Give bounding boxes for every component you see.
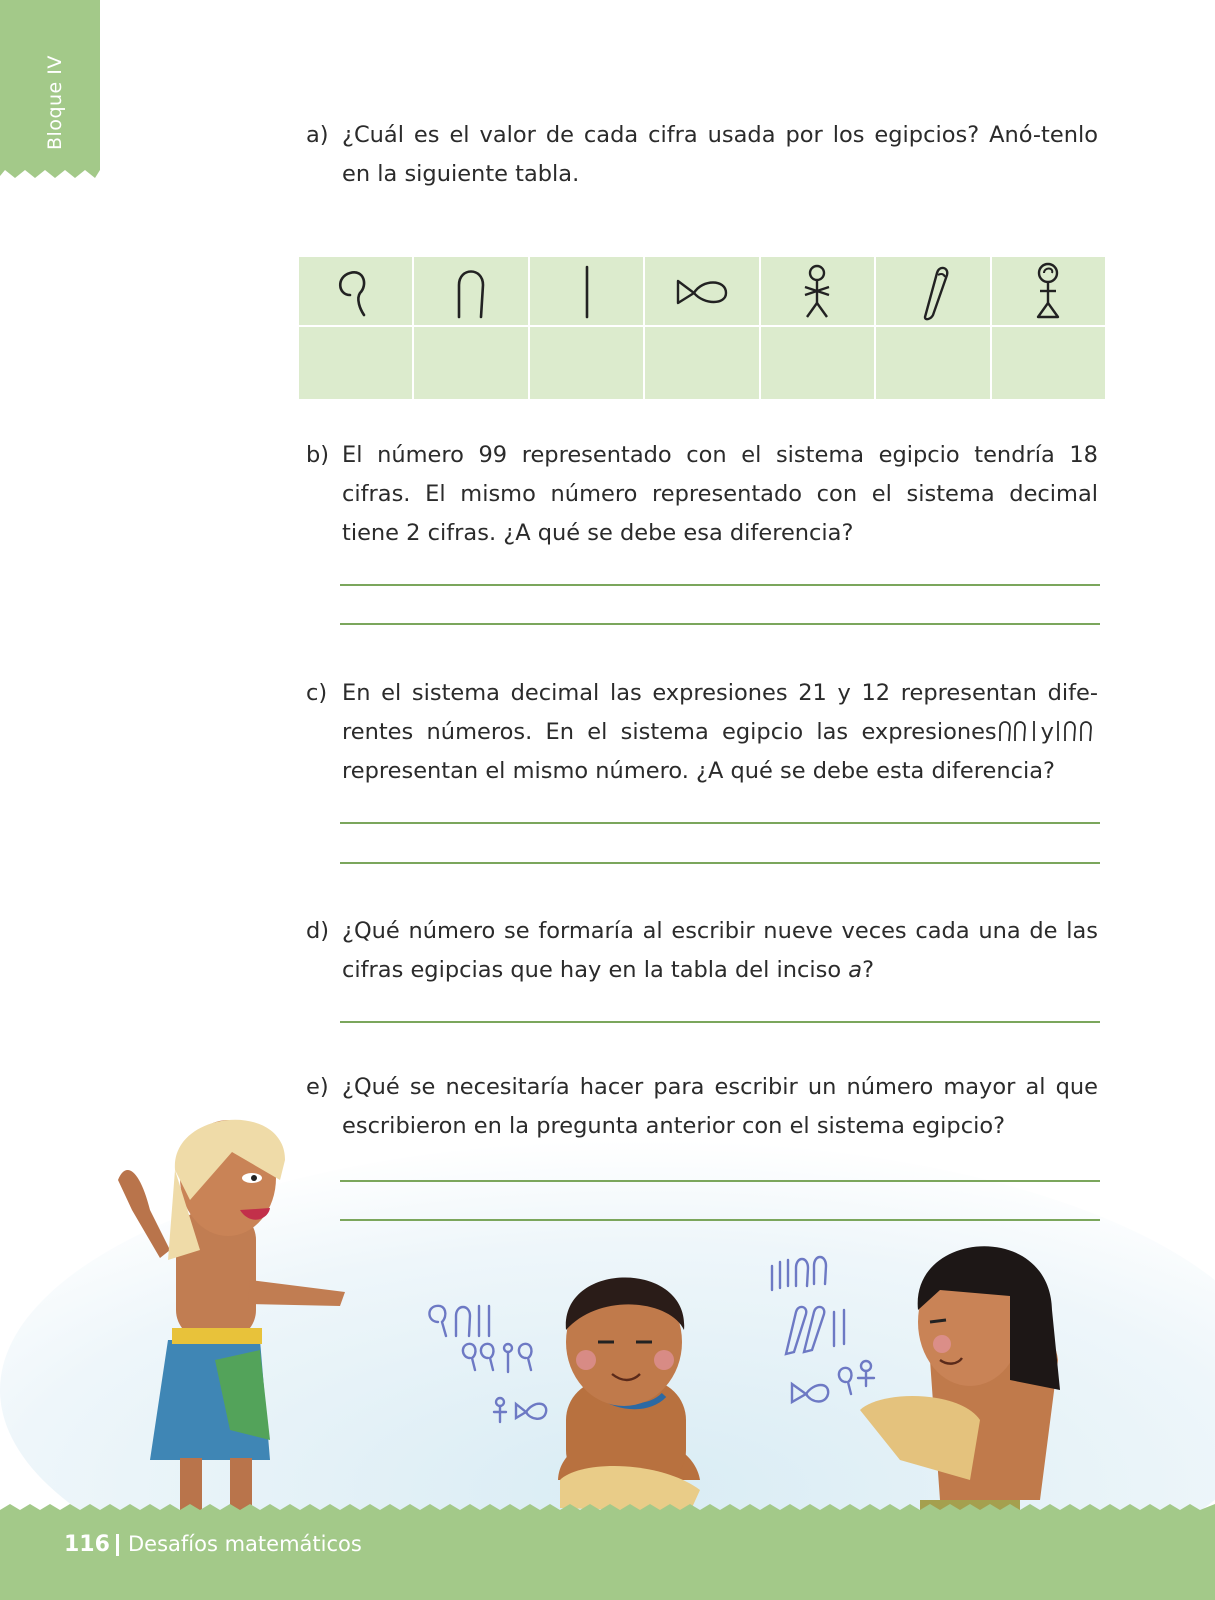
page-number: 116	[64, 1532, 110, 1557]
question-text-part: representan el mismo número. ¿A qué se debe esta diferencia?	[342, 758, 1055, 784]
lotus-glyph-icon	[1018, 259, 1078, 323]
question-text-conj: y	[1040, 719, 1054, 745]
egyptian-21-icon	[997, 719, 1041, 743]
egyptian-expression-21	[997, 719, 1041, 743]
question-letter: d)	[306, 918, 330, 944]
glyph-cell	[529, 256, 644, 326]
value-cell[interactable]	[529, 326, 644, 400]
question-text	[342, 674, 1098, 791]
question-b	[306, 436, 1098, 553]
egyptian-numerals-table	[298, 256, 1106, 400]
tadpole-glyph-icon	[672, 259, 732, 323]
answer-line[interactable]	[340, 1219, 1100, 1221]
question-letter: c)	[306, 680, 328, 706]
tab-zigzag-edge	[0, 168, 100, 178]
egyptian-12-icon	[1054, 719, 1098, 743]
question-letter: b)	[306, 442, 330, 468]
value-cell[interactable]	[644, 326, 759, 400]
question-d	[306, 912, 1098, 990]
heel-bone-glyph-icon	[441, 259, 501, 323]
question-text-emphasis: a	[848, 957, 863, 983]
value-cell[interactable]	[298, 326, 413, 400]
coil-rope-glyph-icon	[326, 259, 386, 323]
glyph-cell	[875, 256, 990, 326]
question-text-part: ?	[862, 957, 875, 983]
stroke-glyph-icon	[557, 259, 617, 323]
value-cell[interactable]	[760, 326, 875, 400]
value-cell[interactable]	[875, 326, 990, 400]
glyph-cell	[413, 256, 528, 326]
question-text: ¿Cuál es el valor de cada cifra usada por los egipcios? Anó-tenlo en la siguiente tabla.	[342, 122, 1098, 187]
page-footer	[0, 1514, 1215, 1600]
kneeling-man-glyph-icon	[787, 259, 847, 323]
footer-separator	[116, 1534, 119, 1556]
footer-zigzag-edge	[0, 1504, 1215, 1516]
section-tab	[0, 0, 100, 168]
question-letter: e)	[306, 1074, 329, 1100]
question-e	[306, 1068, 1098, 1146]
question-a	[306, 116, 1098, 194]
answer-line[interactable]	[340, 822, 1100, 824]
glyph-cell	[644, 256, 759, 326]
egyptian-expression-12	[1054, 719, 1098, 743]
glyph-cell	[760, 256, 875, 326]
question-text	[342, 912, 1098, 990]
question-letter: a)	[306, 122, 329, 148]
answer-line[interactable]	[340, 584, 1100, 586]
glyph-cell	[991, 256, 1106, 326]
answer-line[interactable]	[340, 862, 1100, 864]
question-text-part: En el sistema decimal las expresiones 21 y 12 representan dife-rentes números. En el sistema egipcio las expresiones	[342, 680, 1098, 745]
question-c	[306, 674, 1098, 791]
finger-glyph-icon	[903, 259, 963, 323]
question-text: ¿Qué se necesitaría hacer para escribir un número mayor al que escribieron en la pregunta anterior con el sistema egipcio?	[342, 1074, 1098, 1139]
value-cell[interactable]	[413, 326, 528, 400]
question-text: El número 99 representado con el sistema egipcio tendría 18 cifras. El mismo número representado con el sistema decimal tiene 2 cifras. ¿A qué se debe esa diferencia?	[342, 442, 1098, 546]
section-tab-label: Bloque IV	[44, 55, 66, 150]
book-title: Desafíos matemáticos	[128, 1532, 362, 1556]
answer-line[interactable]	[340, 1021, 1100, 1023]
answer-line[interactable]	[340, 623, 1100, 625]
value-cell[interactable]	[991, 326, 1106, 400]
glyph-cell	[298, 256, 413, 326]
question-text-part: ¿Qué número se formaría al escribir nueve veces cada una de las cifras egipcias que hay en la tabla del inciso	[342, 918, 1098, 983]
answer-line[interactable]	[340, 1180, 1100, 1182]
